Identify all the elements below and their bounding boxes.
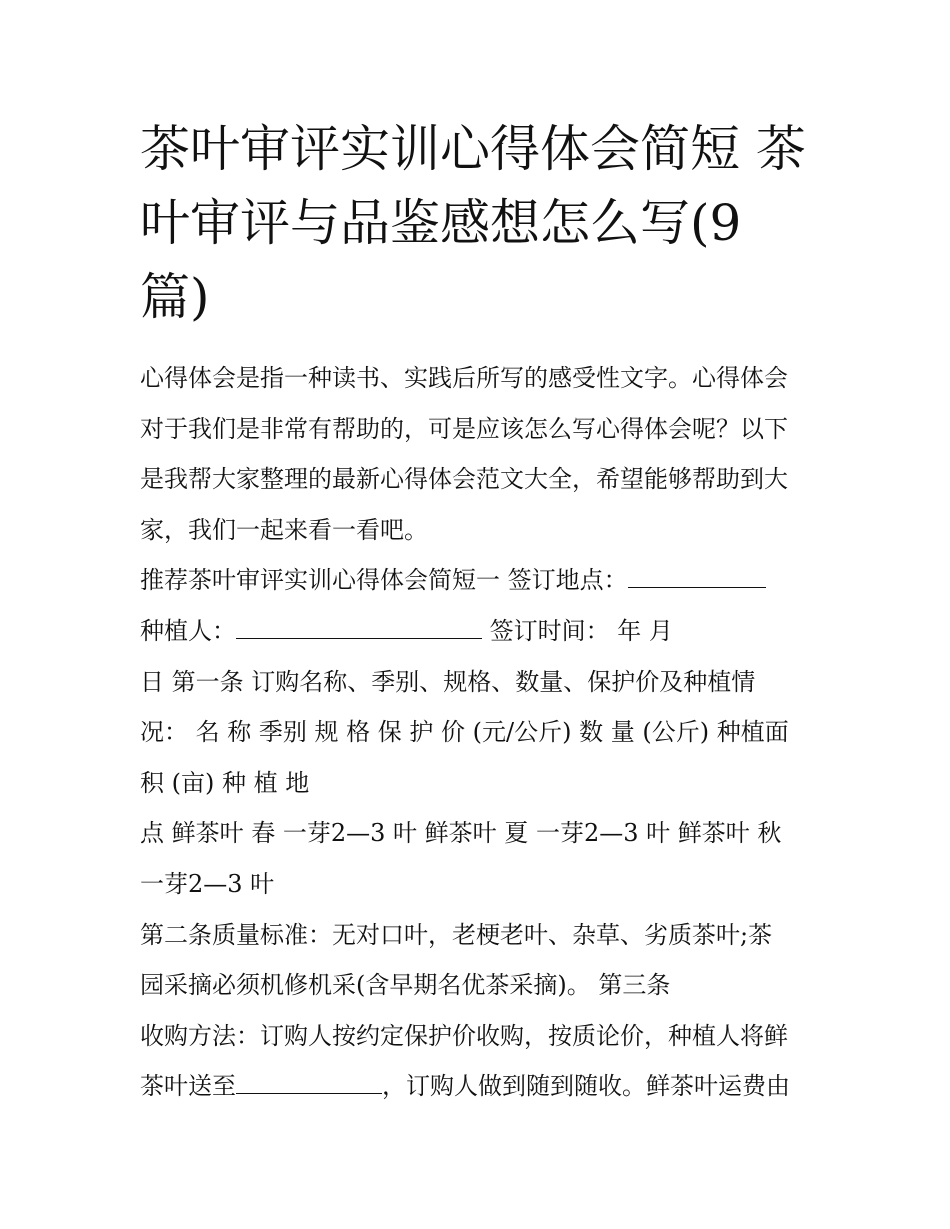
- title-line-1: 茶叶审评实训心得体会简短 茶: [140, 120, 806, 178]
- title-line-3: 篇): [140, 268, 210, 326]
- contract-line-2: [140, 606, 820, 657]
- contract-line-6: 点 鲜茶叶 春 一芽2—3 叶 鲜茶叶 夏 一芽2—3 叶 鲜茶叶 秋: [140, 819, 782, 848]
- delivery-label: 茶叶送至: [140, 1072, 236, 1101]
- document-title: [140, 112, 820, 334]
- contract-line-5: 积 (亩) 种 植 地: [140, 768, 310, 797]
- grower-label: 种植人：: [140, 616, 236, 645]
- contract-line-4: 况： 名 称 季别 规 格 保 护 价 (元/公斤) 数 量 (公斤) 种植面: [140, 718, 789, 747]
- intro-line-1: 心得体会是指一种读书、实践后所写的感受性文字。心得体会: [140, 364, 788, 392]
- intro-line-4: 家，我们一起来看一看吧。: [140, 515, 428, 544]
- contract-line-10: 收购方法：订购人按约定保护价收购，按质论价，种植人将鲜: [140, 1021, 788, 1050]
- contract-line-11: [140, 1061, 820, 1112]
- location-blank: [628, 565, 766, 588]
- grower-blank: [236, 616, 482, 639]
- contract-line-7: 一芽2—3 叶: [140, 869, 275, 898]
- contract-location-label: 推荐茶叶审评实训心得体会简短一 签订地点：: [140, 566, 628, 595]
- document-body: [140, 353, 820, 1112]
- contract-line-9: 园采摘必须机修机采(含早期名优茶采摘)。 第三条: [140, 971, 671, 1000]
- title-line-2: 叶审评与品鉴感想怎么写(9: [140, 194, 742, 252]
- delivery-blank: [236, 1071, 382, 1094]
- contract-line-1: [140, 555, 820, 606]
- delivery-text: ，订购人做到随到随收。鲜茶叶运费由: [382, 1072, 790, 1101]
- contract-line-8: 第二条质量标准：无对口叶，老梗老叶、杂草、劣质茶叶;茶: [140, 920, 773, 949]
- intro-line-3: 是我帮大家整理的最新心得体会范文大全，希望能够帮助到大: [140, 465, 788, 494]
- contract-line-3: 日 第一条 订购名称、季别、规格、数量、保护价及种植情: [140, 667, 756, 696]
- sign-date-label: 签订时间： 年 月: [489, 616, 673, 645]
- intro-line-2: 对于我们是非常有帮助的，可是应该怎么写心得体会呢？以下: [140, 414, 788, 443]
